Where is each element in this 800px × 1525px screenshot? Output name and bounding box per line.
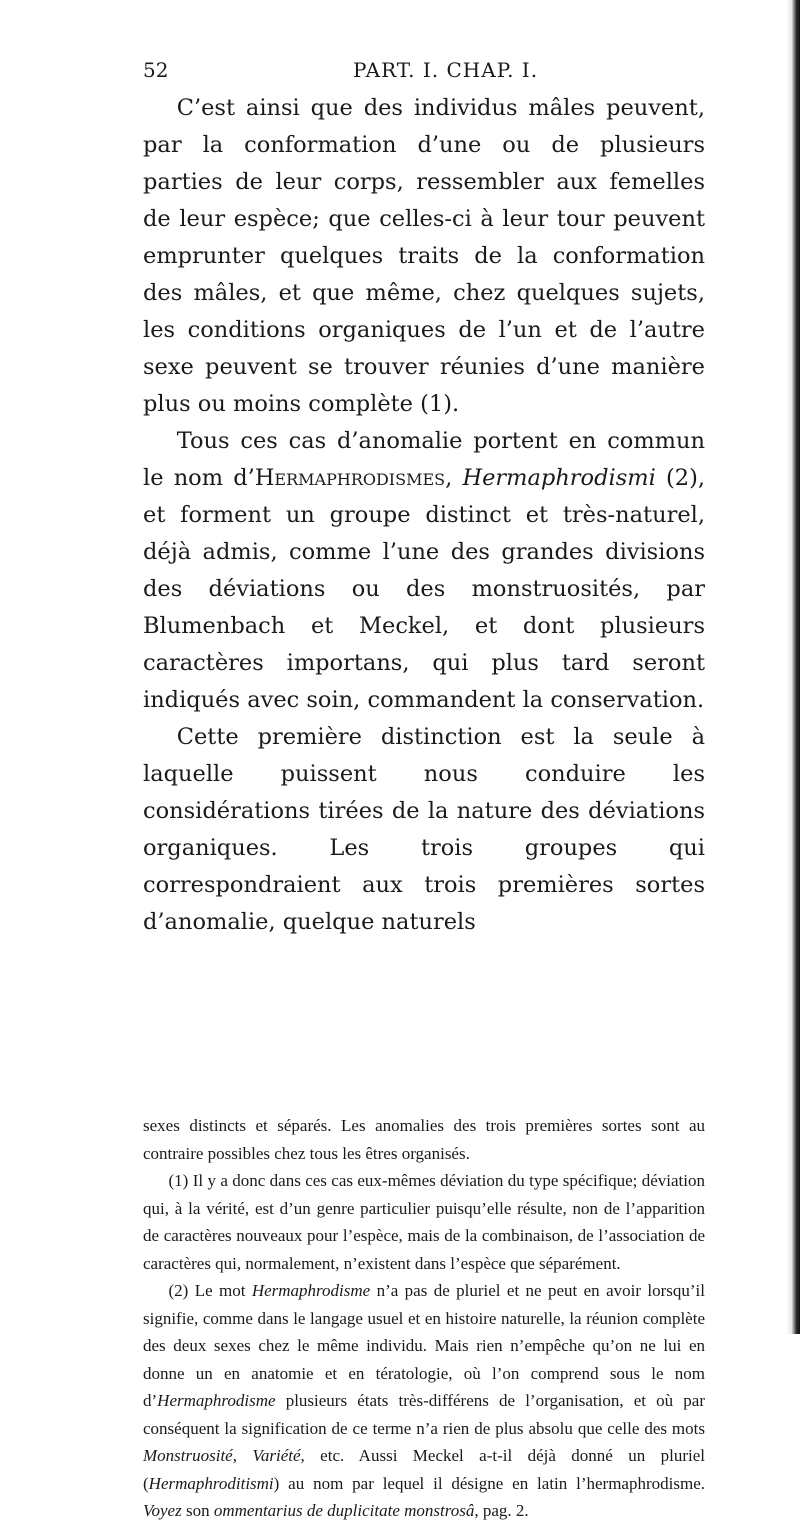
term-italic: Variété — [252, 1446, 301, 1465]
page-edge-shadow — [786, 0, 800, 1334]
paragraph-2 — [143, 423, 705, 719]
page-number: 52 — [143, 58, 169, 82]
text-run: , pag. 2. — [474, 1501, 529, 1520]
text-run: , — [232, 1446, 253, 1465]
text-run: Tous ces cas d’anomalie portent en commun le nom d’ — [143, 428, 705, 491]
text-run: , etc. Aussi Meckel a-t-il déjà donné un pluriel ( — [143, 1446, 705, 1493]
term-italic: Hermaphroditismi — [148, 1473, 274, 1493]
text-run: plusieurs états très-différens de l’organisation, et où par conséquent la signification de ce terme n’a rien de plus absolu que celle des mots — [143, 1391, 705, 1438]
paragraph-3: Cette première distinction est la seule à laquelle puissent nous conduire les considérations tirées de la nature des déviations organiques. Les trois groupes qui correspondraient aux trois premières sortes d’anomalie, quelque naturels — [143, 724, 705, 935]
text-run: son — [181, 1501, 214, 1520]
term-italic: Monstruosité — [143, 1446, 233, 1465]
text-run: (2), et forment un groupe distinct et très-naturel, déjà admis, comme l’une des grandes divisions des déviations ou des monstruosités, par Blumenbach et Meckel, et dont plusieurs caractères importans, qui plus tard seront indiqués avec soin, commandent la conservation. — [143, 465, 705, 713]
term-italic: Hermaphrodisme — [157, 1391, 276, 1410]
text-run: , — [445, 465, 463, 491]
footnotes — [143, 1112, 705, 1525]
text-run: ) au nom par lequel il désigne en latin l’hermaphrodisme. — [273, 1473, 705, 1493]
term-italic: Hermaphrodisme — [251, 1281, 371, 1300]
term-italic: Voyez — [143, 1501, 182, 1520]
text-run: n’a pas de pluriel et ne peut en avoir lorsqu’il signifie, comme dans le langage usuel et en histoire naturelle, la réunion complète des deux sexes chez le même individu. Mais rien n’empêche qu’on ne lui en donne un en anatomie et en tératologie, où l’on comprend sous le nom d’ — [143, 1281, 705, 1410]
main-text — [143, 90, 705, 941]
footnote-continuation: sexes distincts et séparés. Les anomalies des trois premières sortes sont au contraire possibles chez tous les êtres organisés. — [143, 1116, 705, 1163]
footnote-1: (1) Il y a donc dans ces cas eux-mêmes déviation du type spécifique; déviation qui, à la vérité, est d’un genre particulier puisqu’elle résulte, non de l’apparition de caractères nouveaux pour l’espèce, mais de la combinaison, de l’association de caractères qui, normalement, n’existent dans l’espèce que séparément. — [143, 1171, 705, 1273]
text-run: (2) Le mot — [168, 1281, 252, 1300]
footnote-2 — [143, 1277, 705, 1525]
term-hermaphrodismes: Hermaphrodismes — [254, 465, 446, 491]
paragraph-1: C’est ainsi que des individus mâles peuvent, par la conformation d’une ou de plusieurs parties de leur corps, ressembler aux femelles de leur espèce; que celles-ci à leur tour peuvent emprunter quelques traits de la conformation des mâles, et que même, chez quelques sujets, les conditions organiques de l’un et de l’autre sexe peuvent se trouver réunies d’une manière plus ou moins complète (1). — [143, 95, 705, 417]
citation-title: ommentarius de duplicitate monstrosâ — [213, 1501, 475, 1520]
running-header — [143, 58, 703, 88]
term-hermaphrodismi: Hermaphrodismi — [462, 465, 656, 491]
running-title: PART. I. CHAP. I. — [353, 58, 539, 82]
